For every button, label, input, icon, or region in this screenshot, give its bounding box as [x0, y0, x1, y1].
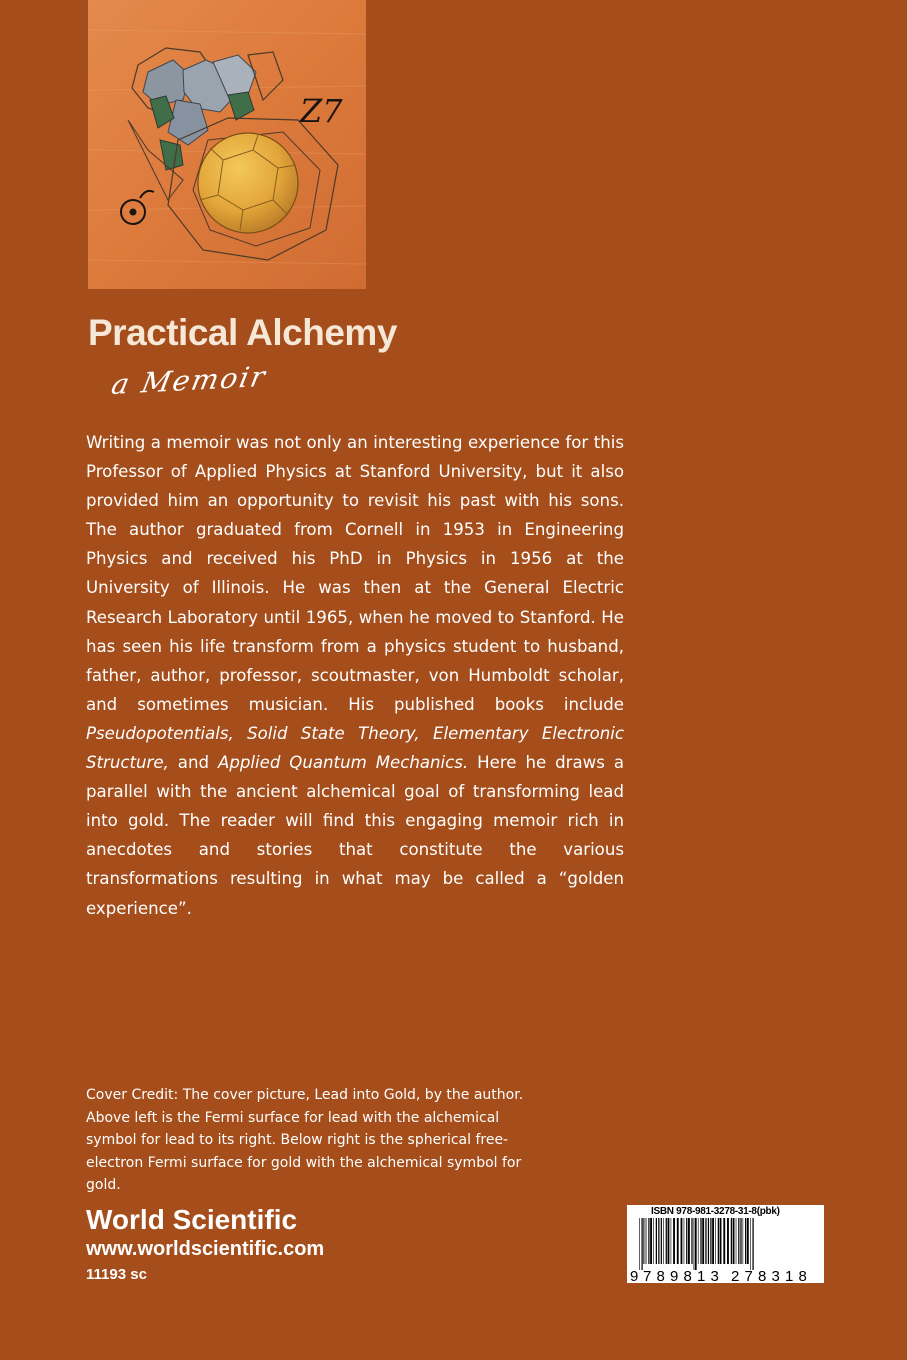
barcode-digit: 8: [683, 1268, 692, 1283]
barcode-bar: [639, 1218, 640, 1270]
blurb-book-list: Pseudopotentials, Solid State Theory, Elementary Electronic Structure,: [86, 723, 624, 773]
barcode-bar: [723, 1218, 725, 1264]
barcode-bar: [705, 1218, 706, 1264]
isbn-label: ISBN 978-981-3278-31-8(pbk): [651, 1206, 780, 1217]
barcode-bar: [648, 1218, 649, 1264]
publisher-website[interactable]: www.worldscientific.com: [86, 1238, 325, 1260]
barcode-digit: 1: [697, 1268, 706, 1283]
barcode-bar: [740, 1218, 741, 1264]
barcode-bar: [641, 1218, 642, 1270]
barcode-bar: [720, 1218, 722, 1264]
barcode-bar: [736, 1218, 737, 1264]
barcode-bar: [668, 1218, 670, 1264]
barcode-bar: [738, 1218, 739, 1264]
barcode-bar: [691, 1218, 692, 1264]
barcode-bar: [658, 1218, 659, 1264]
barcode-bar: [684, 1218, 685, 1264]
barcode-digit: 8: [656, 1268, 665, 1283]
barcode-bar: [698, 1218, 699, 1264]
barcode-bar: [643, 1218, 644, 1264]
barcode-bar: [715, 1218, 716, 1264]
barcode-bar: [708, 1218, 709, 1264]
barcode-bar: [750, 1218, 751, 1270]
barcode-digit: 9: [670, 1268, 679, 1283]
barcode-bar: [673, 1218, 675, 1264]
barcode-bar: [671, 1218, 672, 1264]
barcode-bar: [747, 1218, 749, 1264]
barcode-digit: 8: [798, 1268, 807, 1283]
barcode-bar: [688, 1218, 690, 1264]
barcode-bar: [694, 1218, 695, 1270]
barcode-digit: 3: [771, 1268, 780, 1283]
barcode-digit: 7: [744, 1268, 753, 1283]
cover-credit: Cover Credit: The cover picture, Lead into Gold, by the author. Above left is the Fermi surface for lead with the alchemical symbol for lead to its right. Below right is the spherical free-electron Fermi surface for gold with the alchemical symbol for gold.: [86, 1087, 524, 1194]
isbn-barcode: [627, 1205, 824, 1283]
barcode-bar: [646, 1218, 647, 1264]
barcode-bar: [712, 1218, 714, 1264]
barcode-bar: [700, 1218, 701, 1264]
barcode-bar: [733, 1218, 735, 1264]
blurb-and: and: [168, 753, 218, 773]
barcode-bar: [656, 1218, 657, 1264]
barcode-digit: 8: [758, 1268, 767, 1283]
barcode-bar: [702, 1218, 704, 1264]
blurb-part2: Here he draws a parallel with the ancient alchemical goal of transforming lead into gold. The reader will find this engaging memoir rich in anecdotes and stories that constitute the various transformations resulting in what may be called a “golden experience”.: [86, 753, 624, 918]
blurb-book-applied-quantum: Applied Quantum Mechanics.: [217, 753, 469, 773]
cover-artwork: [88, 0, 366, 289]
barcode-graphic: [627, 1218, 824, 1283]
barcode-bar: [710, 1218, 711, 1264]
barcode-bar: [695, 1218, 697, 1270]
barcode-bar: [752, 1218, 753, 1270]
barcode-bar: [666, 1218, 667, 1264]
barcode-bar: [743, 1218, 744, 1264]
barcode-bar: [745, 1218, 746, 1264]
lead-symbol-icon: Z7: [300, 92, 343, 130]
barcode-bar: [692, 1218, 693, 1264]
barcode-digit: 2: [731, 1268, 740, 1283]
barcode-bar: [677, 1218, 679, 1264]
barcode-digit: 1: [785, 1268, 794, 1283]
barcode-bar: [718, 1218, 719, 1264]
barcode-bar: [681, 1218, 683, 1264]
barcode-digit: 9: [630, 1268, 639, 1283]
barcode-bar: [663, 1218, 664, 1264]
barcode-bar: [645, 1218, 646, 1264]
barcode-bar: [727, 1218, 729, 1264]
barcode-bar: [731, 1218, 732, 1264]
book-title: Practical Alchemy: [88, 312, 397, 353]
barcode-bar: [686, 1218, 687, 1264]
barcode-bar: [661, 1218, 662, 1264]
barcode-bar: [653, 1218, 654, 1264]
barcode-bar: [741, 1218, 742, 1264]
publisher-name: World Scientific: [86, 1204, 298, 1235]
blurb-part1: Writing a memoir was not only an interesting experience for this Professor of Applied Physics at Stanford University, but it also provided him an opportunity to revisit his past with his sons. The author graduated from Cornell in 1953 in Engineering Physics and received his PhD in Physics in 1956 at the University of Illinois. He was then at the General Electric Research Laboratory until 1965, when he moved to Stanford. He has seen his life transform from a physics student to husband, father, author, professor, scoutmaster, von Humboldt scholar, and sometimes musician. His published books include: [86, 433, 624, 714]
book-subtitle: a Memoir: [108, 360, 270, 401]
catalog-number: 11193 sc: [86, 1266, 147, 1283]
barcode-bar: [650, 1218, 652, 1264]
book-description: [86, 428, 624, 923]
barcode-digit: 7: [643, 1268, 652, 1283]
barcode-digit: 3: [710, 1268, 719, 1283]
